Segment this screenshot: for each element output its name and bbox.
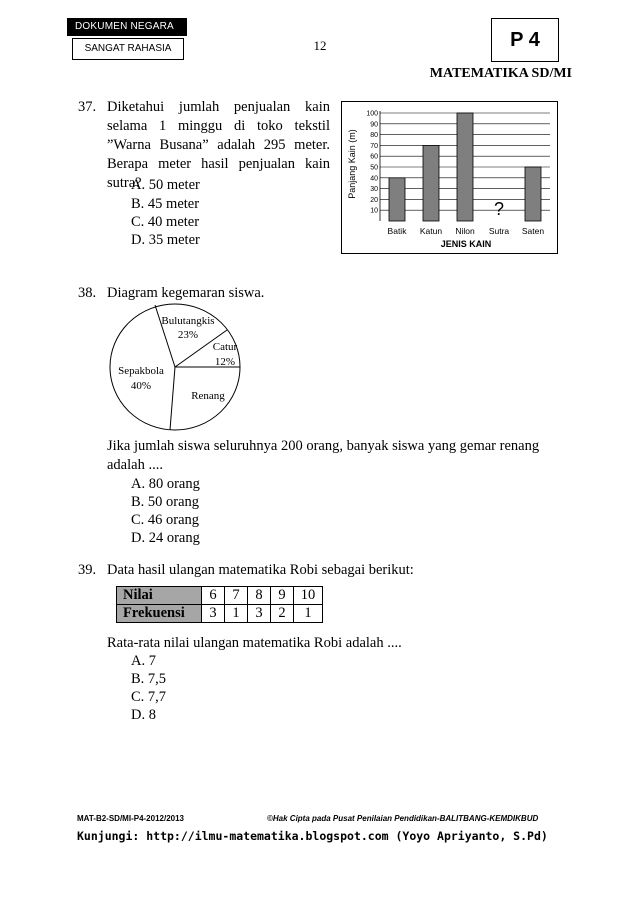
q37-option-b: B. 45 meter bbox=[131, 196, 200, 212]
q38-number: 38. bbox=[78, 285, 97, 301]
q37-option-c: C. 40 meter bbox=[131, 214, 200, 230]
bar-chart-xlabel: JENIS KAIN bbox=[440, 239, 492, 249]
bar-chart-ytick: 50 bbox=[370, 164, 378, 172]
footer-visit-link[interactable]: Kunjungi: http://ilmu-matematika.blogspot.com (Yoyo Apriyanto, S.Pd) bbox=[77, 829, 548, 843]
bar-chart-xtick: Katun bbox=[419, 226, 443, 236]
bar-saten bbox=[525, 167, 541, 221]
bar-chart-ytick: 80 bbox=[370, 132, 378, 140]
footer-copyright: ©Hak Cipta pada Pusat Penilaian Pendidikan-BALITBANG-KEMDIKBUD bbox=[267, 814, 539, 823]
pie-label-renang: Renang bbox=[191, 390, 225, 402]
bar-chart-ytick: 10 bbox=[370, 207, 378, 215]
bar-chart-ytick: 100 bbox=[366, 110, 378, 118]
page-number: 12 bbox=[313, 38, 327, 53]
bar-chart-frame bbox=[341, 101, 558, 254]
score-table bbox=[116, 586, 323, 623]
pie-label-catur: Catur bbox=[212, 341, 238, 353]
q38-option-d: D. 24 orang bbox=[131, 530, 200, 546]
secrecy-label: SANGAT RAHASIA bbox=[72, 38, 184, 60]
bar-katun bbox=[423, 145, 439, 221]
table-row bbox=[117, 587, 323, 605]
table-cell: 3 bbox=[202, 605, 225, 623]
q37-option-d: D. 35 meter bbox=[131, 232, 200, 248]
footer bbox=[77, 814, 565, 823]
bar-chart-ytick: 70 bbox=[370, 142, 378, 150]
pie-chart bbox=[105, 302, 245, 432]
table-cell: 2 bbox=[271, 605, 294, 623]
q39-number: 39. bbox=[78, 562, 97, 578]
bar-chart-ytick: 20 bbox=[370, 196, 378, 204]
q38-option-a: A. 80 orang bbox=[131, 476, 200, 492]
pie-label-bulutangkis: Bulutangkis bbox=[161, 315, 215, 327]
bar-chart-ylabel: Panjang Kain (m) bbox=[347, 129, 357, 199]
bar-chart-xtick: Sutra bbox=[488, 226, 510, 236]
subject-title: MATEMATIKA SD/MI bbox=[429, 66, 572, 81]
table-cell: 9 bbox=[271, 587, 294, 605]
bar-chart-ytick: 40 bbox=[370, 175, 378, 183]
q37-number: 37. bbox=[78, 99, 97, 115]
bar-nilon bbox=[457, 113, 473, 221]
paket-code: P 4 bbox=[491, 18, 559, 62]
q38-title: Diagram kegemaran siswa. bbox=[107, 285, 265, 301]
q38-question bbox=[107, 437, 562, 475]
pie-label-sepakbola: Sepakbola bbox=[118, 365, 164, 377]
pie-value-bulutangkis: 23% bbox=[177, 329, 199, 341]
document-classification: DOKUMEN NEGARA bbox=[67, 18, 187, 36]
bar-unknown-marker: ? bbox=[493, 199, 505, 219]
q38-option-c: C. 46 orang bbox=[131, 512, 200, 528]
table-cell: 3 bbox=[248, 605, 271, 623]
q39-option-d: D. 8 bbox=[131, 707, 156, 723]
bar-chart-ytick: 60 bbox=[370, 153, 378, 161]
table-cell: 8 bbox=[248, 587, 271, 605]
q37-line: Berapa meter hasil penjualan kain bbox=[107, 156, 330, 172]
table-header-frekuensi: Frekuensi bbox=[117, 605, 202, 623]
table-cell: 7 bbox=[225, 587, 248, 605]
bar-batik bbox=[389, 178, 405, 221]
table-cell: 10 bbox=[294, 587, 323, 605]
q39-option-c: C. 7,7 bbox=[131, 689, 167, 705]
q39-option-a: A. 7 bbox=[131, 653, 156, 669]
table-cell: 1 bbox=[225, 605, 248, 623]
bar-chart-ytick: 90 bbox=[370, 121, 378, 129]
pie-value-catur: 12% bbox=[214, 356, 236, 368]
q37-option-a: A. 50 meter bbox=[131, 177, 200, 193]
pie-value-sepakbola: 40% bbox=[130, 380, 152, 392]
q39-question: Rata-rata nilai ulangan matematika Robi adalah .... bbox=[107, 635, 402, 651]
bar-chart-xtick: Saten bbox=[521, 226, 545, 236]
q38-option-b: B. 50 orang bbox=[131, 494, 200, 510]
table-header-nilai: Nilai bbox=[117, 587, 202, 605]
bar-chart-xtick: Nilon bbox=[455, 226, 475, 236]
q37-line: ”Warna Busana” adalah 295 meter. bbox=[107, 137, 330, 153]
table-cell: 1 bbox=[294, 605, 323, 623]
q39-title: Data hasil ulangan matematika Robi sebagai berikut: bbox=[107, 562, 414, 578]
bar-chart-xtick: Batik bbox=[387, 226, 407, 236]
table-row bbox=[117, 605, 323, 623]
q37-line: sutra? bbox=[107, 175, 142, 191]
q38-question-line: Jika jumlah siswa seluruhnya 200 orang, banyak siswa yang gemar renang bbox=[107, 438, 540, 454]
q37-line: Diketahui jumlah penjualan kain bbox=[107, 99, 330, 115]
bar-chart-ytick: 30 bbox=[370, 186, 378, 194]
table-cell: 6 bbox=[202, 587, 225, 605]
q39-option-b: B. 7,5 bbox=[131, 671, 167, 687]
bar-chart bbox=[342, 102, 557, 253]
footer-code: MAT-B2-SD/MI-P4-2012/2013 bbox=[77, 814, 184, 823]
q37-line: selama 1 minggu di toko tekstil bbox=[107, 118, 330, 134]
q38-question-line: adalah .... bbox=[107, 457, 163, 473]
